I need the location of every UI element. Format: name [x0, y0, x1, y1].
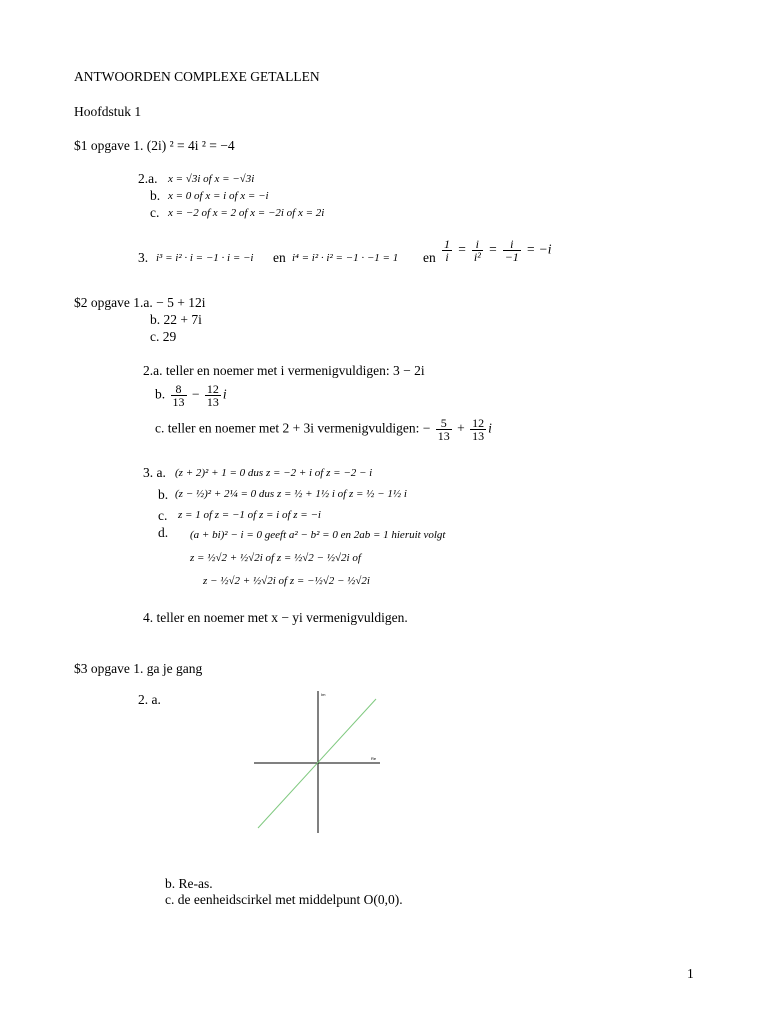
- s1-q2b-label: b.: [150, 188, 161, 203]
- s1-q3-en1: en: [273, 250, 286, 265]
- im-axis-label: Im: [321, 692, 326, 697]
- re-axis-label: Re: [371, 756, 377, 761]
- page-number: 1: [687, 966, 694, 981]
- s3-q1: $3 opgave 1. ga je gang: [74, 661, 203, 676]
- s2-q4: 4. teller en noemer met x − yi vermenigvuldigen.: [143, 610, 408, 625]
- s3-q2a-label: 2. a.: [138, 692, 161, 707]
- document-title: ANTWOORDEN COMPLEXE GETALLEN: [74, 69, 320, 84]
- s1-q2c: x = −2 of x = 2 of x = −2i of x = 2i: [168, 207, 325, 219]
- s3-q2b: b. Re-as.: [165, 876, 213, 891]
- s2-q2b: b. $\frac{8}{13}$ − $\frac{12}{13}$ i: [155, 382, 227, 409]
- s2-q1a: $2 opgave 1.a. − 5 + 12i: [74, 295, 206, 310]
- s2-q3c-label: c.: [158, 508, 168, 523]
- s2-q3d-line3: z − ½√2 + ½√2i of z = −½√2 − ½√2i: [203, 575, 370, 587]
- s2-q3b-label: b.: [158, 487, 169, 502]
- s2-q3a: (z + 2)² + 1 = 0 dus z = −2 + i of z = −2 − i: [175, 467, 373, 479]
- s2-q3d-line1: (a + bi)² − i = 0 geeft a² − b² = 0 en 2ab = 1 hieruit volgt: [190, 529, 446, 541]
- s2-q1c: c. 29: [150, 329, 177, 344]
- s1-q1: $1 opgave 1. (2i) ² = 4i ² = −4: [74, 138, 235, 153]
- s1-q2b: x = 0 of x = i of x = −i: [168, 190, 269, 202]
- s1-q3-part2: i⁴ = i² · i² = −1 · −1 = 1: [292, 252, 399, 264]
- s1-q3-part1: i³ = i² · i = −1 · i = −i: [156, 252, 254, 264]
- s1-q2c-label: c.: [150, 205, 160, 220]
- s2-q2a: 2.a. teller en noemer met i vermenigvuldigen: 3 − 2i: [143, 363, 425, 378]
- s2-q2c: c. teller en noemer met 2 + 3i vermenigvuldigen: − $\frac{5}{13}$ + $\frac{12}{13}$ i: [155, 416, 492, 443]
- s1-q3-fraction-chain: $\frac{1}{i}$ = $\frac{i}{\text{i²}}$ = $\frac{i}{-1}$ = −i: [444, 237, 552, 264]
- s1-q3-en2: en: [423, 250, 436, 265]
- s2-q3d-line2: z = ½√2 + ½√2i of z = ½√2 − ½√2i of: [190, 552, 361, 564]
- s2-q3d-label: d.: [158, 525, 169, 540]
- complex-plane-graph: [250, 685, 390, 840]
- s1-q2a: x = √3i of x = −√3i: [168, 173, 255, 185]
- s3-q2c: c. de eenheidscirkel met middelpunt O(0,0).: [165, 892, 403, 907]
- s2-q3b: (z − ½)² + 2¼ = 0 dus z = ½ + 1½ i of z = ½ − 1½ i: [175, 488, 407, 500]
- s1-q3-label: 3.: [138, 250, 149, 265]
- s1-q2a-label: 2.a.: [138, 171, 158, 186]
- s2-q1b: b. 22 + 7i: [150, 312, 202, 327]
- s2-q3a-label: 3. a.: [143, 465, 166, 480]
- s2-q3c: z = 1 of z = −1 of z = i of z = −i: [178, 509, 321, 521]
- chapter-heading: Hoofdstuk 1: [74, 104, 142, 119]
